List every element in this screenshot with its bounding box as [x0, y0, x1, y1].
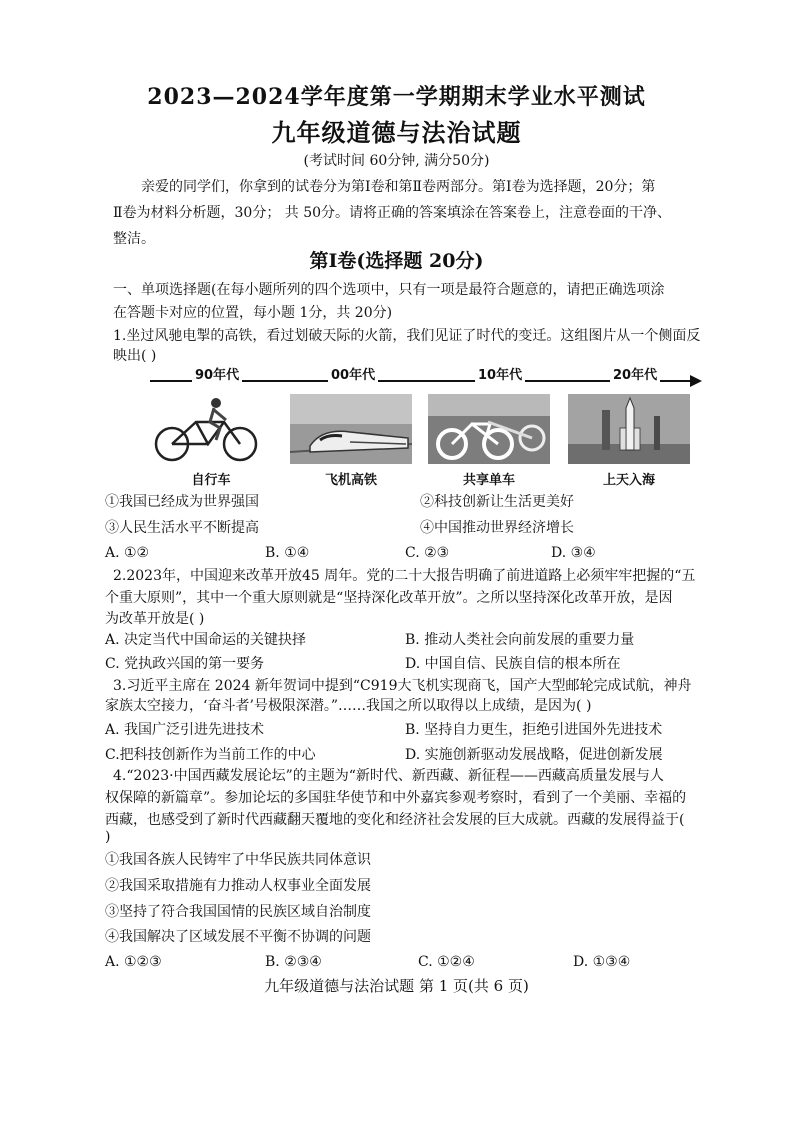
section-title: 第Ⅰ卷(选择题 20分)	[309, 250, 484, 272]
q4-statement-1: ①我国各族人民铸牢了中华民族共同体意识	[105, 852, 371, 868]
q4-statement-3: ③坚持了符合我国国情的民族区域自治制度	[105, 904, 371, 920]
q2-stem-line-3: 为改革开放是( )	[105, 611, 205, 627]
q1-option-b: B. ①④	[265, 545, 310, 561]
intro-line-3: 整洁。	[113, 231, 155, 247]
q3-option-a: A. 我国广泛引进先进技术	[105, 722, 265, 738]
caption-bicycle: 自行车	[191, 473, 231, 488]
era-label-00s: 00年代	[328, 364, 378, 383]
q1-statement-3: ③人民生活水平不断提高	[105, 520, 259, 536]
q3-option-d: D. 实施创新驱动发展战略，促进创新发展	[405, 747, 663, 763]
q4-option-d: D. ①③④	[573, 954, 631, 970]
q2-option-b: B. 推动人类社会向前发展的重要力量	[405, 632, 635, 648]
q3-stem-line-1: 3.习近平主席在 2024 新年贺词中提到“C919大飞机实现商飞，国产大型邮轮完成试航，神舟	[113, 678, 692, 694]
q4-stem-line-2: 权保障的新篇章”。参加论坛的多国驻华使节和中外嘉宾参观考察时，看到了一个美丽、幸福的	[105, 790, 687, 806]
q3-option-c: C.把科技创新作为当前工作的中心	[105, 747, 316, 763]
q1-statement-1: ①我国已经成为世界强国	[105, 494, 259, 510]
shared-bikes-image	[428, 394, 550, 464]
exam-title: 2023—2024学年度第一学期期末学业水平测试	[147, 84, 646, 110]
q2-stem-line-2: 个重大原则”，其中一个重大原则就是“坚持深化改革开放”。之所以坚持深化改革开放，是因	[105, 590, 673, 606]
q3-stem-line-2: 家族太空接力，‘奋斗者’号极限深潜。”……我国之所以取得以上成绩，是因为( )	[105, 698, 592, 714]
q4-option-a: A. ①②③	[105, 954, 162, 970]
high-speed-train-image	[290, 394, 412, 464]
era-label-10s: 10年代	[475, 364, 525, 383]
q4-statement-4: ④我国解决了区域发展不平衡不协调的问题	[105, 929, 371, 945]
era-label-20s: 20年代	[610, 364, 660, 383]
q2-stem-line-1: 2.2023年，中国迎来改革开放45 周年。党的二十大报告明确了前进道路上必须牢牢把握的“五	[113, 568, 696, 584]
intro-line-2: Ⅱ卷为材料分析题，30分； 共 50分。请将正确的答案填涂在答案卷上，注意卷面的干净、	[113, 205, 672, 221]
q1-option-d: D. ③④	[551, 545, 596, 561]
section-instruction-1: 一、单项选择题(在每小题所列的四个选项中，只有一项是最符合题意的，请把正确选项涂	[113, 282, 665, 298]
q1-statement-4: ④中国推动世界经济增长	[420, 520, 574, 536]
caption-rocket-launch: 上天入海	[602, 473, 655, 488]
page-footer: 九年级道德与法治试题 第 1 页(共 6 页)	[264, 977, 529, 995]
q1-option-c: C. ②③	[405, 545, 450, 561]
q4-statement-2: ②我国采取措施有力推动人权事业全面发展	[105, 878, 371, 894]
exam-subtitle: 九年级道德与法治试题	[271, 118, 522, 147]
q2-option-c: C. 党执政兴国的第一要务	[105, 656, 265, 672]
q4-option-c: C. ①②④	[418, 954, 475, 970]
rocket-launch-image	[568, 394, 690, 464]
caption-high-speed-train: 飞机高铁	[324, 473, 377, 488]
timeline-arrow-icon	[690, 375, 702, 387]
q2-option-d: D. 中国自信、民族自信的根本所在	[405, 656, 621, 672]
section-instruction-2: 在答题卡对应的位置，每小题 1分，共 20分)	[113, 305, 393, 321]
q4-stem-line-3: 西藏，也感受到了新时代西藏翻天覆地的变化和经济社会发展的巨大成就。西藏的发展得益于(	[105, 812, 685, 828]
intro-line-1: 亲爱的同学们，你拿到的试卷分为第Ⅰ卷和第Ⅱ卷两部分。第Ⅰ卷为选择题，20分；第	[141, 179, 656, 195]
q4-stem-line-1: 4.“2023·中国西藏发展论坛”的主题为“新时代、新西藏、新征程——西藏高质量发展与人	[113, 768, 664, 784]
timeline-figure	[150, 366, 710, 488]
exam-info: (考试时间 60分钟, 满分50分)	[303, 153, 490, 169]
q1-option-a: A. ①②	[105, 545, 150, 561]
q4-option-b: B. ②③④	[265, 954, 322, 970]
q3-option-b: B. 坚持自力更生，拒绝引进国外先进技术	[405, 722, 663, 738]
bicycle-image	[150, 394, 272, 464]
q2-option-a: A. 决定当代中国命运的关键抉择	[105, 632, 307, 648]
q1-statement-2: ②科技创新让生活更美好	[420, 494, 574, 510]
q1-stem-line-2: 映出( )	[113, 348, 157, 364]
q4-stem-line-4: )	[105, 829, 111, 845]
caption-shared-bikes: 共享单车	[462, 473, 515, 488]
era-label-90s: 90年代	[192, 364, 242, 383]
q1-stem-line-1: 1.坐过风驰电掣的高铁，看过划破天际的火箭，我们见证了时代的变迁。这组图片从一个侧面反	[113, 328, 701, 344]
